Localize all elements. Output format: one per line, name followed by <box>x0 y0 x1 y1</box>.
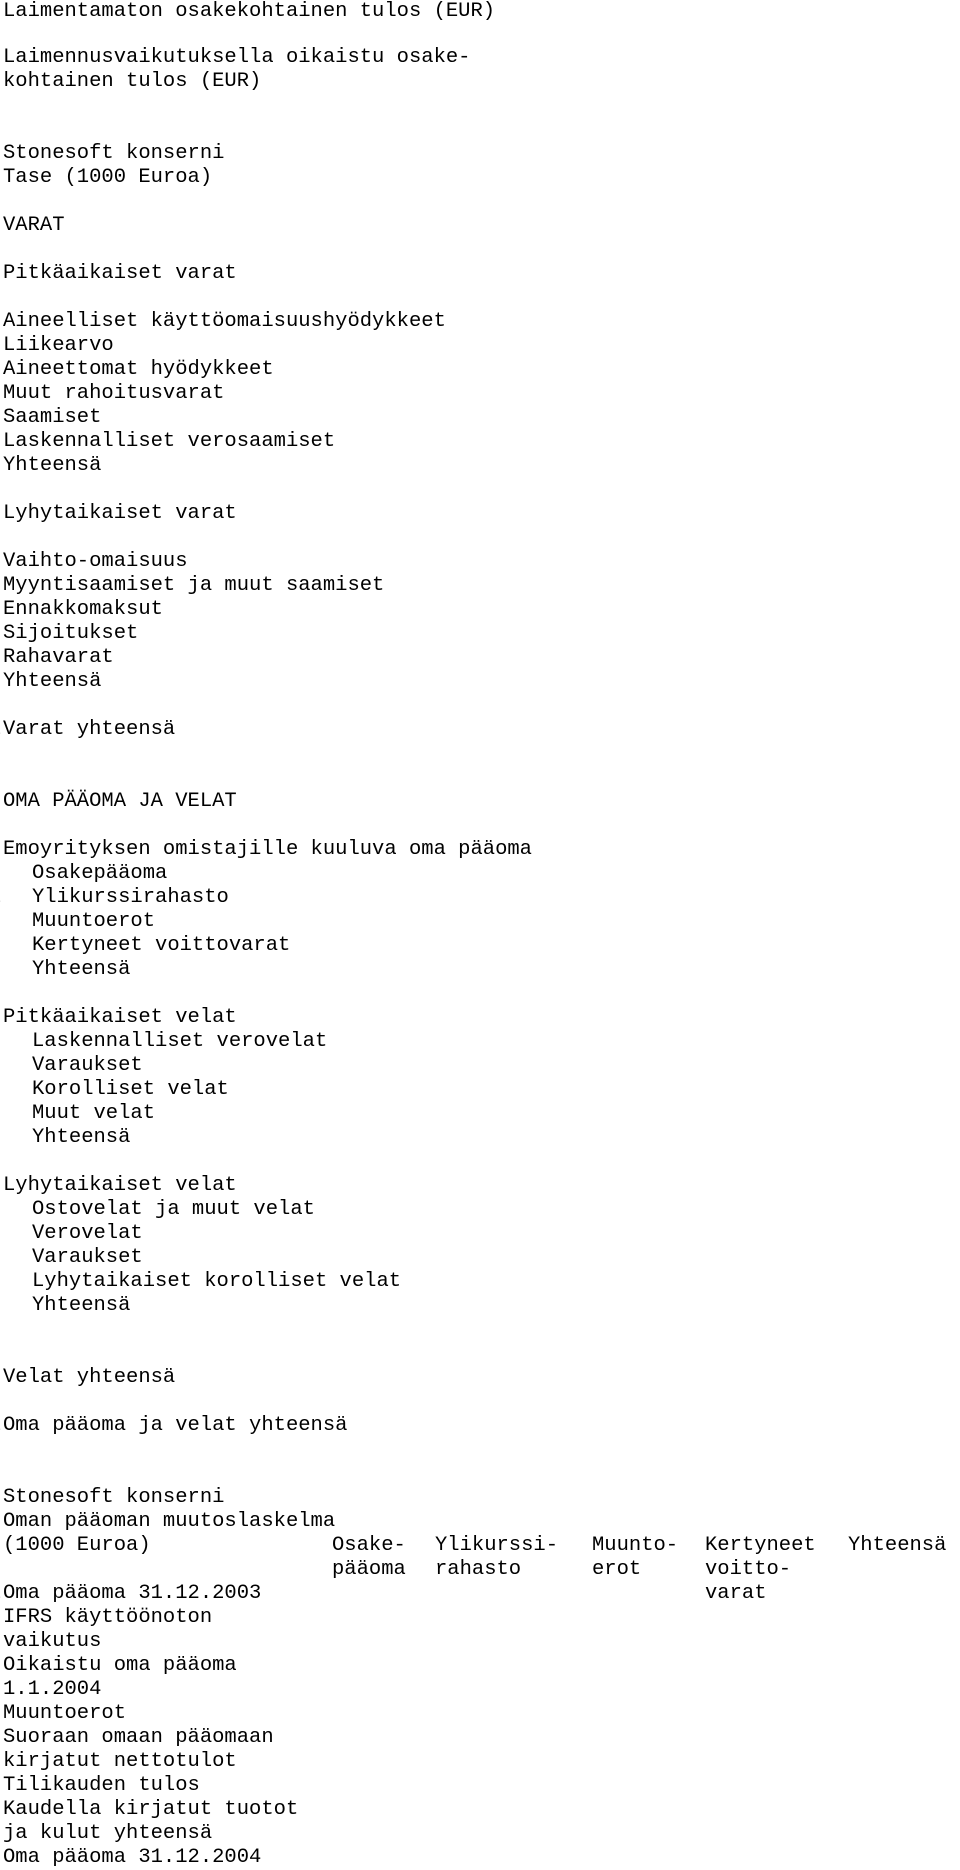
value-2004 <box>0 622 1 646</box>
value-2004 <box>0 1366 1 1390</box>
row-label: Yhteensä <box>3 670 102 693</box>
row-label: Lyhytaikaiset korolliset velat <box>32 1270 402 1293</box>
row-label: Suoraan omaan pääomaan <box>3 1726 274 1749</box>
row-label: Muuntoerot <box>3 1702 127 1725</box>
row-label: Muut velat <box>32 1102 156 1125</box>
value-2004 <box>0 1102 1 1126</box>
row-label: Saamiset <box>3 406 102 429</box>
value-2004 <box>0 1294 1 1318</box>
value-2004 <box>0 958 1 982</box>
column-header: Osake- <box>332 1534 406 1557</box>
row-label: Verovelat <box>32 1222 143 1245</box>
value-2004 <box>0 1054 1 1078</box>
row-label: Velat yhteensä <box>3 1366 176 1389</box>
row-label: Myyntisaamiset ja muut saamiset <box>3 574 385 597</box>
row-label: Varaukset <box>32 1054 143 1077</box>
row-label: IFRS käyttöönoton <box>3 1606 213 1629</box>
value-2004 <box>0 1198 1 1222</box>
value-2004 <box>0 934 1 958</box>
value-2004 <box>0 358 1 382</box>
row-label: 1.1.2004 <box>3 1678 102 1701</box>
value-2004 <box>0 646 1 670</box>
row-label: ja kulut yhteensä <box>3 1822 213 1845</box>
value-2004 <box>0 598 1 622</box>
value-2004 <box>0 310 1 334</box>
row-label: Aineettomat hyödykkeet <box>3 358 274 381</box>
row-label: Sijoitukset <box>3 622 139 645</box>
column-header: Ylikurssi- <box>435 1534 559 1557</box>
row-label: Laskennalliset verosaamiset <box>3 430 336 453</box>
value-2004 <box>0 454 1 478</box>
current-assets-heading-text: Lyhytaikaiset varat <box>3 502 237 525</box>
balance-title: Tase (1000 Euroa) <box>3 166 213 189</box>
column-header-2004 <box>0 166 1 190</box>
row-label: Vaihto-omaisuus <box>3 550 188 573</box>
row-label: Ylikurssirahasto <box>32 886 229 909</box>
row-label: Rahavarat <box>3 646 114 669</box>
row-label: Yhteensä <box>32 1294 131 1317</box>
value-2004 <box>0 1414 1 1438</box>
table-cell <box>0 1678 1 1702</box>
value-2004 <box>0 910 1 934</box>
value-2004 <box>0 574 1 598</box>
value-2004 <box>0 334 1 358</box>
row-label: Tilikauden tulos <box>3 1774 200 1797</box>
row-label: Liikearvo <box>3 334 114 357</box>
column-header: rahasto <box>435 1558 522 1581</box>
row-label: Muuntoerot <box>32 910 156 933</box>
column-header: Kertyneet <box>705 1534 816 1557</box>
value-2004 <box>0 718 1 742</box>
row-label: Oma pääoma 31.12.2004 <box>3 1846 262 1869</box>
table-cell <box>0 1630 1 1654</box>
row-label: Aineelliset käyttöomaisuushyödykkeet <box>3 310 446 333</box>
column-header: pääoma <box>332 1558 406 1581</box>
current-liabilities-heading-text: Lyhytaikaiset velat <box>3 1174 237 1197</box>
row-label: Kertyneet voittovarat <box>32 934 291 957</box>
row-label: Yhteensä <box>32 958 131 981</box>
table-cell <box>0 1846 1 1870</box>
column-header: Muunto- <box>592 1534 679 1557</box>
row-label: Kaudella kirjatut tuotot <box>3 1798 299 1821</box>
value-2004 <box>0 670 1 694</box>
noncurrent-assets-heading-text: Pitkäaikaiset varat <box>3 262 237 285</box>
row-label: Varat yhteensä <box>3 718 176 741</box>
row-label: Oma pääoma ja velat yhteensä <box>3 1414 348 1437</box>
equity-heading-text: Emoyrityksen omistajille kuuluva oma pääoma <box>3 838 532 861</box>
table-cell <box>0 1702 1 1726</box>
value-2004 <box>0 382 1 406</box>
row-label: Osakepääoma <box>32 862 168 885</box>
value-2004 <box>0 1126 1 1150</box>
equity-liabilities-heading-text: OMA PÄÄOMA JA VELAT <box>3 790 237 813</box>
value-2004 <box>0 886 1 910</box>
value-2004 <box>0 1222 1 1246</box>
table-cell <box>0 1822 1 1846</box>
row-label: Yhteensä <box>3 454 102 477</box>
value-2004 <box>0 0 1 24</box>
noncurrent-liabilities-heading-text: Pitkäaikaiset velat <box>3 1006 237 1029</box>
table-cell <box>0 1582 1 1606</box>
row-label: Varaukset <box>32 1246 143 1269</box>
table-cell <box>0 1750 1 1774</box>
row-label: kirjatut nettotulot <box>3 1750 237 1773</box>
value-2004 <box>0 1270 1 1294</box>
value-2004 <box>0 70 1 94</box>
row-label: Ennakkomaksut <box>3 598 163 621</box>
table-cell <box>0 1774 1 1798</box>
row-label: Korolliset velat <box>32 1078 229 1101</box>
value-2004 <box>0 1030 1 1054</box>
balance-company-text: Stonesoft konserni <box>3 142 225 165</box>
value-2004 <box>0 1246 1 1270</box>
row-label: Laimentamaton osakekohtainen tulos (EUR) <box>3 0 496 23</box>
row-label: kohtainen tulos (EUR) <box>3 70 262 93</box>
column-header: voitto- <box>705 1558 792 1581</box>
row-label: Oma pääoma 31.12.2003 <box>3 1582 262 1605</box>
equity-changes-company-text: Stonesoft konserni <box>3 1486 225 1509</box>
value-2004 <box>0 430 1 454</box>
row-label: Muut rahoitusvarat <box>3 382 225 405</box>
equity-changes-title-text: Oman pääoman muutoslaskelma <box>3 1510 336 1533</box>
row-label: Yhteensä <box>32 1126 131 1149</box>
unit-label: (1000 Euroa) <box>3 1534 151 1557</box>
row-label: Oikaistu oma pääoma <box>3 1654 237 1677</box>
value-2004 <box>0 1078 1 1102</box>
column-header: erot <box>592 1558 642 1581</box>
eps-diluted-label-line1-text: Laimennusvaikutuksella oikaistu osake- <box>3 46 471 69</box>
row-label: vaikutus <box>3 1630 102 1653</box>
column-header: Yhteensä <box>848 1534 947 1557</box>
value-2004 <box>0 862 1 886</box>
value-2004 <box>0 550 1 574</box>
assets-heading-text: VARAT <box>3 214 65 237</box>
row-label: Ostovelat ja muut velat <box>32 1198 315 1221</box>
row-label: Laskennalliset verovelat <box>32 1030 328 1053</box>
value-2004 <box>0 406 1 430</box>
column-header: varat <box>705 1582 767 1605</box>
